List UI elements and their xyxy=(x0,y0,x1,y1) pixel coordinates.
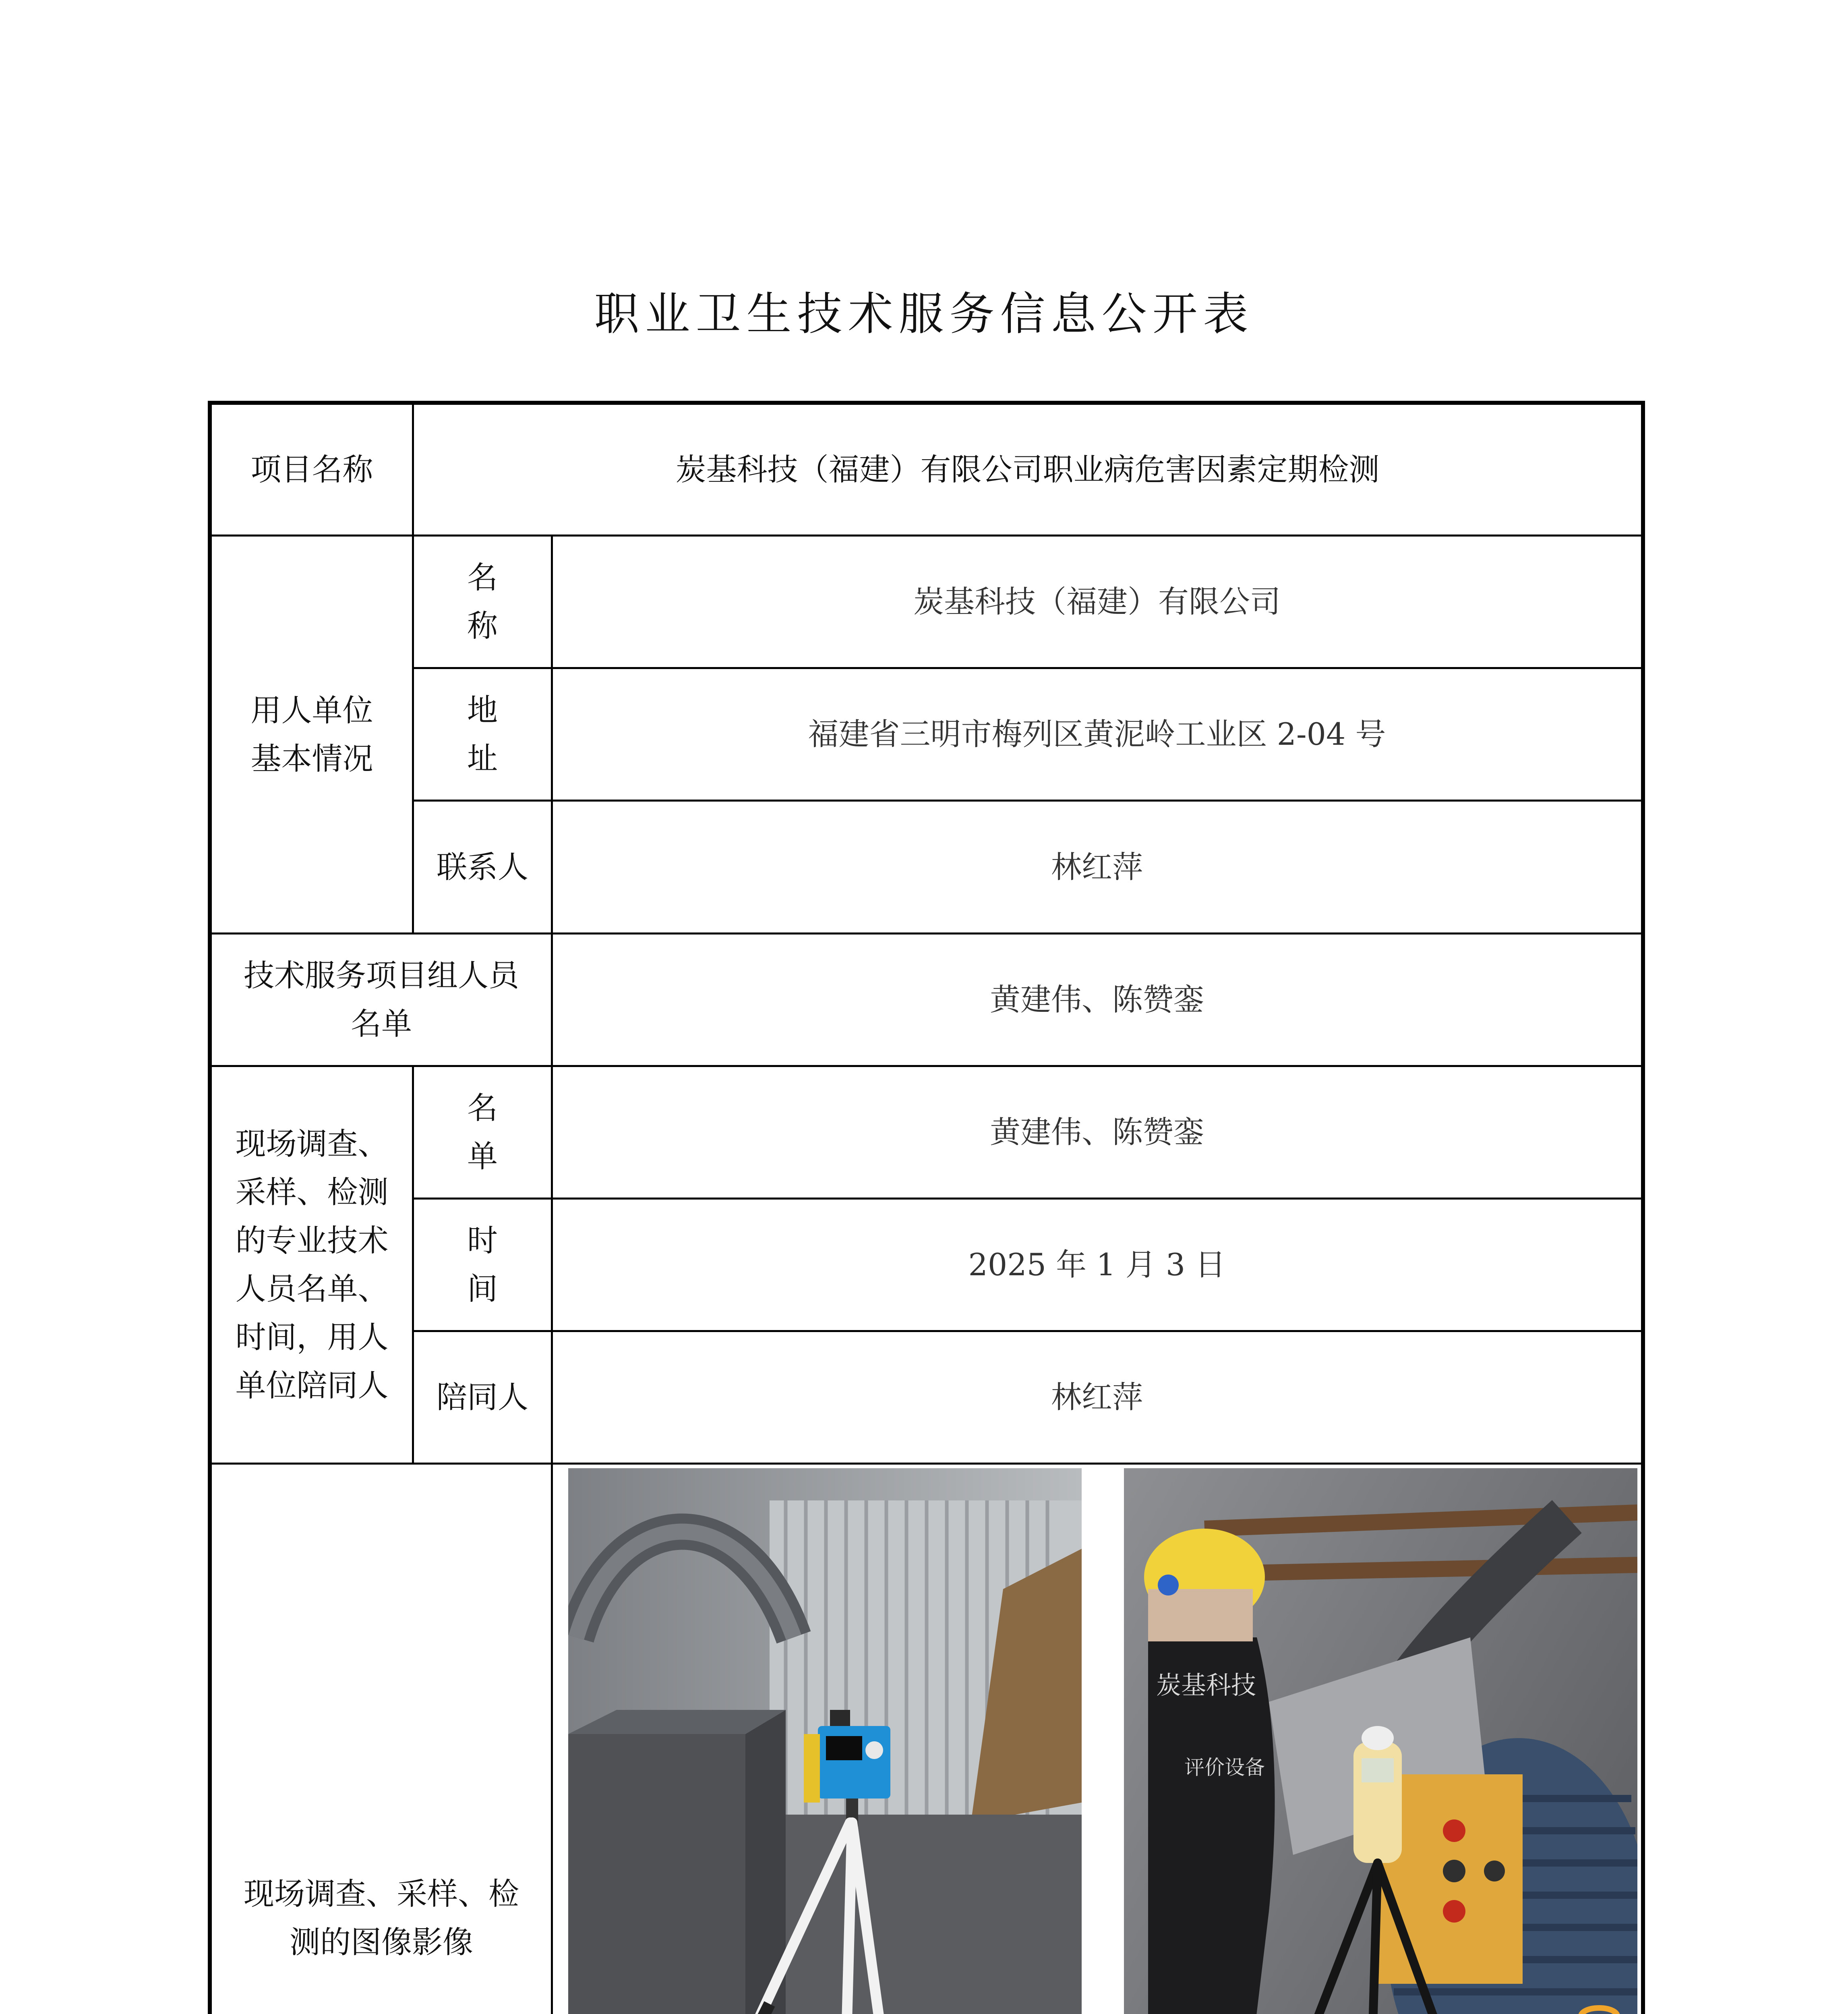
vest-print-line2: 评价设备 xyxy=(1184,1756,1265,1779)
employer-contact-value: 林红萍 xyxy=(1051,849,1143,885)
images-label-line1: 现场调查、采样、检 xyxy=(244,1875,519,1912)
employer-label-line1: 用人单位 xyxy=(250,692,373,728)
onsite-photo-sampler xyxy=(568,1468,1082,2014)
onsite-label-line: 现场调查、 xyxy=(235,1126,389,1162)
team-label-line1: 技术服务项目组人员 xyxy=(244,957,519,993)
project-name-label: 项目名称 xyxy=(250,452,373,487)
onsite-label-line: 的专业技术 xyxy=(235,1222,389,1258)
employer-name-label: 名 称 xyxy=(467,559,534,644)
project-name-value: 炭基科技（福建）有限公司职业病危害因素定期检测 xyxy=(675,452,1380,487)
employer-address-value: 福建省三明市梅列区黄泥岭工业区 2-04 号 xyxy=(808,716,1386,752)
onsite-time-label: 时 间 xyxy=(467,1222,534,1307)
onsite-label-line: 采样、检测 xyxy=(235,1174,389,1210)
onsite-photo-worker xyxy=(1124,1468,1637,2014)
page-title: 职业卫生技术服务信息公开表 xyxy=(594,288,1254,340)
onsite-escort-label: 陪同人 xyxy=(437,1379,528,1415)
team-value: 黄建伟、陈赞銮 xyxy=(990,982,1204,1017)
onsite-label-line: 单位陪同人 xyxy=(235,1368,389,1403)
images-label xyxy=(212,1465,551,2014)
onsite-label xyxy=(212,1067,412,1463)
employer-name-value: 炭基科技（福建）有限公司 xyxy=(913,584,1281,620)
onsite-list-label: 名 单 xyxy=(467,1090,534,1174)
vest-print-line1: 炭基科技 xyxy=(1156,1670,1256,1700)
team-label xyxy=(212,934,551,1065)
team-label-line2: 名单 xyxy=(351,1006,412,1042)
employer-contact-label: 联系人 xyxy=(437,849,528,885)
employer-label xyxy=(212,537,412,932)
onsite-label-line: 人员名单、 xyxy=(235,1271,389,1307)
onsite-time-value: 2025 年 1 月 3 日 xyxy=(968,1247,1226,1283)
employer-label-line2: 基本情况 xyxy=(250,740,373,777)
info-table xyxy=(208,401,1645,2014)
images-label-line2: 测的图像影像 xyxy=(290,1924,473,1960)
onsite-escort-value: 林红萍 xyxy=(1051,1379,1143,1415)
worker-scene-illustration xyxy=(1124,1468,1637,2014)
onsite-list-value: 黄建伟、陈赞銮 xyxy=(990,1114,1204,1150)
sampler-scene-illustration xyxy=(568,1468,1082,2014)
employer-address-label: 地 址 xyxy=(467,692,534,776)
onsite-label-line: 时间，用人 xyxy=(235,1319,389,1355)
